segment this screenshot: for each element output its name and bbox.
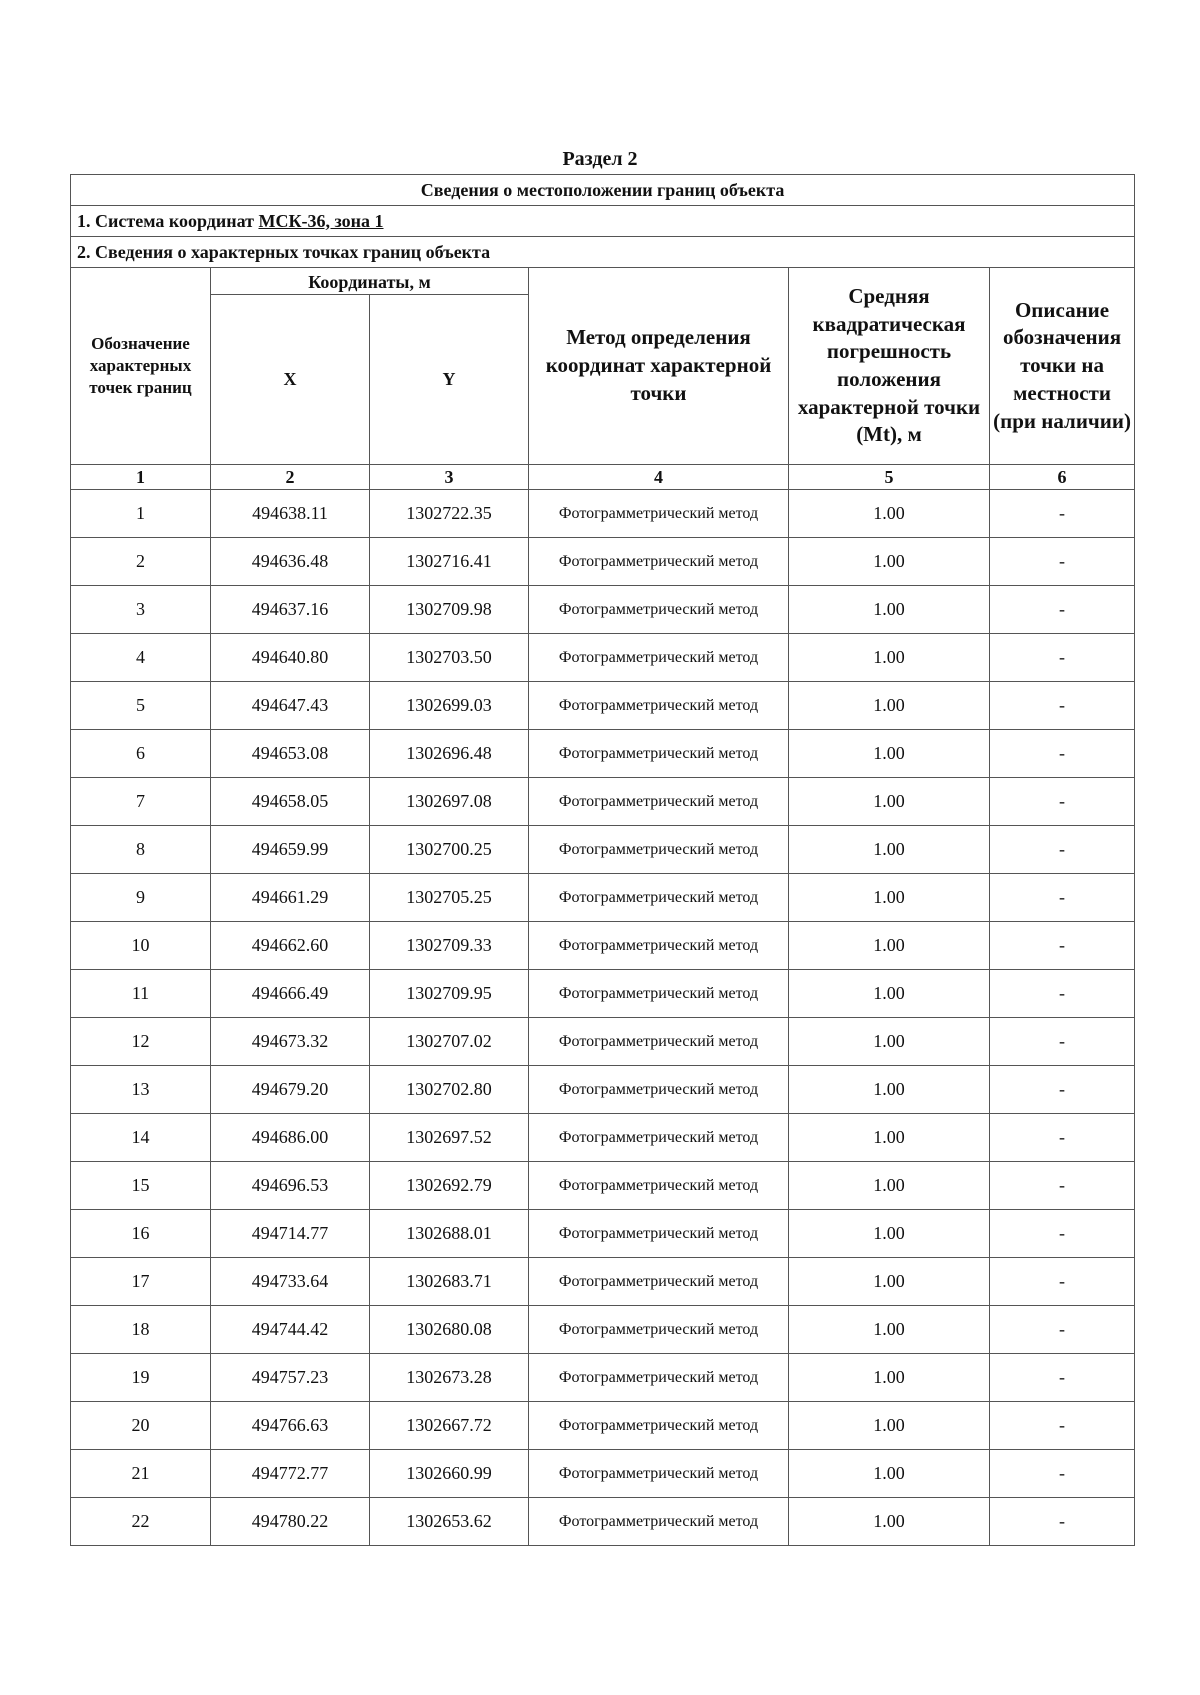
- y-coordinate-cell: 1302703.50: [370, 634, 529, 682]
- point-number-cell: 7: [71, 778, 211, 826]
- x-coordinate-cell: 494772.77: [211, 1450, 370, 1498]
- y-coordinate-cell: 1302709.95: [370, 970, 529, 1018]
- method-cell: Фотограмметрический метод: [529, 826, 789, 874]
- description-cell: -: [990, 1210, 1135, 1258]
- column-number: 3: [370, 465, 529, 490]
- point-number-cell: 8: [71, 826, 211, 874]
- table-row: [71, 586, 1135, 634]
- point-number-cell: 15: [71, 1162, 211, 1210]
- method-cell: Фотограмметрический метод: [529, 1450, 789, 1498]
- point-number-cell: 13: [71, 1066, 211, 1114]
- table-row: [71, 874, 1135, 922]
- description-cell: -: [990, 682, 1135, 730]
- accuracy-cell: 1.00: [789, 922, 990, 970]
- method-cell: Фотограмметрический метод: [529, 586, 789, 634]
- table-row: [71, 922, 1135, 970]
- column-number: 2: [211, 465, 370, 490]
- table-row: [71, 490, 1135, 538]
- x-coordinate-cell: 494653.08: [211, 730, 370, 778]
- point-number-cell: 1: [71, 490, 211, 538]
- x-coordinate-cell: 494661.29: [211, 874, 370, 922]
- boundary-points-table: [70, 174, 1135, 1546]
- coord-system: [71, 206, 1135, 237]
- method-cell: Фотограмметрический метод: [529, 970, 789, 1018]
- method-cell: Фотограмметрический метод: [529, 1210, 789, 1258]
- accuracy-cell: 1.00: [789, 826, 990, 874]
- accuracy-cell: 1.00: [789, 778, 990, 826]
- table-row: [71, 1162, 1135, 1210]
- x-coordinate-cell: 494757.23: [211, 1354, 370, 1402]
- description-cell: -: [990, 970, 1135, 1018]
- accuracy-cell: 1.00: [789, 1018, 990, 1066]
- accuracy-cell: 1.00: [789, 1354, 990, 1402]
- accuracy-cell: 1.00: [789, 682, 990, 730]
- point-number-cell: 18: [71, 1306, 211, 1354]
- coord-system-label: 1. Система координат: [77, 210, 259, 231]
- y-coordinate-cell: 1302709.98: [370, 586, 529, 634]
- description-cell: -: [990, 730, 1135, 778]
- x-coordinate-cell: 494659.99: [211, 826, 370, 874]
- column-number: 1: [71, 465, 211, 490]
- description-cell: -: [990, 1258, 1135, 1306]
- table-row: [71, 634, 1135, 682]
- points-heading-row: [71, 237, 1135, 268]
- accuracy-cell: 1.00: [789, 970, 990, 1018]
- y-coordinate-cell: 1302660.99: [370, 1450, 529, 1498]
- x-coordinate-cell: 494714.77: [211, 1210, 370, 1258]
- accuracy-cell: 1.00: [789, 586, 990, 634]
- y-coordinate-cell: 1302667.72: [370, 1402, 529, 1450]
- x-coordinate-cell: 494666.49: [211, 970, 370, 1018]
- table-row: [71, 1306, 1135, 1354]
- x-coordinate-cell: 494686.00: [211, 1114, 370, 1162]
- point-number-cell: 11: [71, 970, 211, 1018]
- x-coordinate-cell: 494679.20: [211, 1066, 370, 1114]
- x-coordinate-cell: 494673.32: [211, 1018, 370, 1066]
- table-row: [71, 1114, 1135, 1162]
- description-cell: -: [990, 634, 1135, 682]
- description-cell: -: [990, 1114, 1135, 1162]
- x-coordinate-cell: 494638.11: [211, 490, 370, 538]
- y-coordinate-cell: 1302688.01: [370, 1210, 529, 1258]
- accuracy-cell: 1.00: [789, 1162, 990, 1210]
- x-coordinate-cell: 494658.05: [211, 778, 370, 826]
- table-row: [71, 1210, 1135, 1258]
- method-cell: Фотограмметрический метод: [529, 1402, 789, 1450]
- y-coordinate-cell: 1302699.03: [370, 682, 529, 730]
- description-cell: -: [990, 1066, 1135, 1114]
- accuracy-cell: 1.00: [789, 538, 990, 586]
- method-cell: Фотограмметрический метод: [529, 634, 789, 682]
- description-cell: -: [990, 1018, 1135, 1066]
- point-number-cell: 3: [71, 586, 211, 634]
- description-cell: -: [990, 1306, 1135, 1354]
- method-cell: Фотограмметрический метод: [529, 1306, 789, 1354]
- accuracy-cell: 1.00: [789, 730, 990, 778]
- x-coordinate-cell: 494640.80: [211, 634, 370, 682]
- header-y: Y: [370, 295, 529, 465]
- table-row: [71, 826, 1135, 874]
- method-cell: Фотограмметрический метод: [529, 1114, 789, 1162]
- y-coordinate-cell: 1302673.28: [370, 1354, 529, 1402]
- y-coordinate-cell: 1302705.25: [370, 874, 529, 922]
- accuracy-cell: 1.00: [789, 1066, 990, 1114]
- header-method: Метод определения координат характерной точки: [529, 268, 789, 465]
- method-cell: Фотограмметрический метод: [529, 778, 789, 826]
- description-cell: -: [990, 826, 1135, 874]
- table-row: [71, 778, 1135, 826]
- header-designation: Обозначение характерных точек границ: [71, 268, 211, 465]
- column-number: 4: [529, 465, 789, 490]
- point-number-cell: 21: [71, 1450, 211, 1498]
- column-number-row: [71, 465, 1135, 490]
- point-number-cell: 4: [71, 634, 211, 682]
- point-number-cell: 16: [71, 1210, 211, 1258]
- point-number-cell: 19: [71, 1354, 211, 1402]
- accuracy-cell: 1.00: [789, 1258, 990, 1306]
- x-coordinate-cell: 494637.16: [211, 586, 370, 634]
- description-cell: -: [990, 1450, 1135, 1498]
- table-row: [71, 1018, 1135, 1066]
- table-row: [71, 1258, 1135, 1306]
- y-coordinate-cell: 1302709.33: [370, 922, 529, 970]
- header-accuracy: Средняя квадратическая погрешность положения характерной точки (Mt), м: [789, 268, 990, 465]
- x-coordinate-cell: 494766.63: [211, 1402, 370, 1450]
- accuracy-cell: 1.00: [789, 1450, 990, 1498]
- point-number-cell: 2: [71, 538, 211, 586]
- x-coordinate-cell: 494744.42: [211, 1306, 370, 1354]
- section-heading-row: [71, 175, 1135, 206]
- table-row: [71, 682, 1135, 730]
- method-cell: Фотограмметрический метод: [529, 874, 789, 922]
- y-coordinate-cell: 1302707.02: [370, 1018, 529, 1066]
- accuracy-cell: 1.00: [789, 634, 990, 682]
- y-coordinate-cell: 1302722.35: [370, 490, 529, 538]
- accuracy-cell: 1.00: [789, 874, 990, 922]
- description-cell: -: [990, 1498, 1135, 1546]
- x-coordinate-cell: 494696.53: [211, 1162, 370, 1210]
- point-number-cell: 14: [71, 1114, 211, 1162]
- header-x: X: [211, 295, 370, 465]
- description-cell: -: [990, 490, 1135, 538]
- method-cell: Фотограмметрический метод: [529, 1498, 789, 1546]
- point-number-cell: 9: [71, 874, 211, 922]
- table-row: [71, 538, 1135, 586]
- table-row: [71, 1450, 1135, 1498]
- description-cell: -: [990, 922, 1135, 970]
- header-row-1: [71, 268, 1135, 295]
- method-cell: Фотограмметрический метод: [529, 1066, 789, 1114]
- point-number-cell: 22: [71, 1498, 211, 1546]
- section-heading: Сведения о местоположении границ объекта: [71, 175, 1135, 206]
- y-coordinate-cell: 1302692.79: [370, 1162, 529, 1210]
- accuracy-cell: 1.00: [789, 1498, 990, 1546]
- x-coordinate-cell: 494647.43: [211, 682, 370, 730]
- column-number: 5: [789, 465, 990, 490]
- method-cell: Фотограмметрический метод: [529, 538, 789, 586]
- table-row: [71, 970, 1135, 1018]
- header-description: Описание обозначения точки на местности (при наличии): [990, 268, 1135, 465]
- header-coordinates: Координаты, м: [211, 268, 529, 295]
- y-coordinate-cell: 1302683.71: [370, 1258, 529, 1306]
- x-coordinate-cell: 494662.60: [211, 922, 370, 970]
- accuracy-cell: 1.00: [789, 1114, 990, 1162]
- coord-system-row: [71, 206, 1135, 237]
- description-cell: -: [990, 778, 1135, 826]
- coord-system-value: МСК-36, зона 1: [258, 210, 384, 231]
- x-coordinate-cell: 494780.22: [211, 1498, 370, 1546]
- y-coordinate-cell: 1302653.62: [370, 1498, 529, 1546]
- page-title: Раздел 2: [562, 148, 638, 170]
- y-coordinate-cell: 1302696.48: [370, 730, 529, 778]
- column-number: 6: [990, 465, 1135, 490]
- y-coordinate-cell: 1302702.80: [370, 1066, 529, 1114]
- point-number-cell: 5: [71, 682, 211, 730]
- method-cell: Фотограмметрический метод: [529, 1354, 789, 1402]
- description-cell: -: [990, 1354, 1135, 1402]
- accuracy-cell: 1.00: [789, 490, 990, 538]
- accuracy-cell: 1.00: [789, 1402, 990, 1450]
- method-cell: Фотограмметрический метод: [529, 1162, 789, 1210]
- point-number-cell: 20: [71, 1402, 211, 1450]
- point-number-cell: 12: [71, 1018, 211, 1066]
- accuracy-cell: 1.00: [789, 1306, 990, 1354]
- method-cell: Фотограмметрический метод: [529, 730, 789, 778]
- point-number-cell: 6: [71, 730, 211, 778]
- table-row: [71, 1402, 1135, 1450]
- method-cell: Фотограмметрический метод: [529, 1258, 789, 1306]
- y-coordinate-cell: 1302697.52: [370, 1114, 529, 1162]
- method-cell: Фотограмметрический метод: [529, 490, 789, 538]
- point-number-cell: 17: [71, 1258, 211, 1306]
- description-cell: -: [990, 1402, 1135, 1450]
- y-coordinate-cell: 1302697.08: [370, 778, 529, 826]
- method-cell: Фотограмметрический метод: [529, 682, 789, 730]
- y-coordinate-cell: 1302716.41: [370, 538, 529, 586]
- method-cell: Фотограмметрический метод: [529, 1018, 789, 1066]
- description-cell: -: [990, 1162, 1135, 1210]
- point-number-cell: 10: [71, 922, 211, 970]
- points-heading: 2. Сведения о характерных точках границ объекта: [71, 237, 1135, 268]
- accuracy-cell: 1.00: [789, 1210, 990, 1258]
- method-cell: Фотограмметрический метод: [529, 922, 789, 970]
- x-coordinate-cell: 494636.48: [211, 538, 370, 586]
- x-coordinate-cell: 494733.64: [211, 1258, 370, 1306]
- y-coordinate-cell: 1302680.08: [370, 1306, 529, 1354]
- table-row: [71, 1354, 1135, 1402]
- table-row: [71, 1498, 1135, 1546]
- description-cell: -: [990, 538, 1135, 586]
- table-row: [71, 730, 1135, 778]
- description-cell: -: [990, 586, 1135, 634]
- table-row: [71, 1066, 1135, 1114]
- description-cell: -: [990, 874, 1135, 922]
- y-coordinate-cell: 1302700.25: [370, 826, 529, 874]
